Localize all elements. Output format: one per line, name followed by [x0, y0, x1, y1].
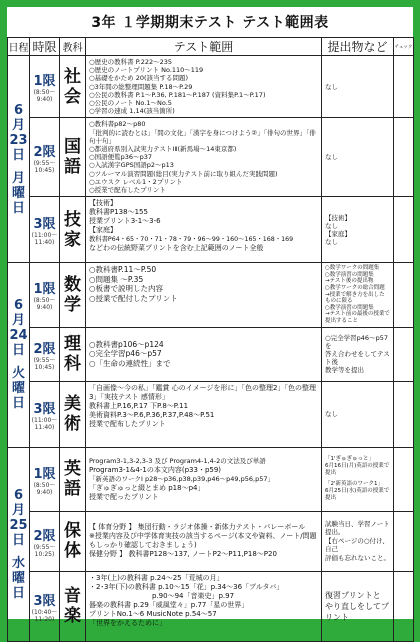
- table-row: [8, 118, 414, 197]
- check-cell[interactable]: [394, 381, 414, 447]
- range-cell: ○歴史の教科書 P.222～235 ○歴史のノートプリント No.110～119 ○基礎をかため 20(該当する問題) ○3年間の総整理問題集 P.18～P.29 ○公民の教科書 P.1～P.36, P.181～P.187 (資料集P.1～P.17) ○公民のノート No.1～No.5 ○学習の速成 1,14(該当箇所): [86, 56, 322, 118]
- range-cell: 【 体育分野 】 集団行動・ラジオ体操・新体力テスト・バレーボール ※授業内容及び中学体育実技の該当するページ(本文や資料、ノート/問題もしっかり確認しておきましょう) 保健分野 】 教科書P128～137, ノートP2～P11,P18～P20: [86, 511, 322, 571]
- range-cell: ○教科書p106～p124 ○完全学習p46～p57 ○「生命の連続性」まで: [86, 327, 322, 381]
- table-row: [8, 381, 414, 447]
- submit-cell: なし: [322, 56, 394, 118]
- submit-cell: 【技術】 なし 【家庭】 なし: [322, 197, 394, 263]
- date-day2: 6 月 24 日 火 曜 日: [8, 263, 30, 447]
- schedule-table: [7, 37, 414, 642]
- table-row: [8, 447, 414, 511]
- header-date: 日程: [8, 38, 30, 56]
- table-row: [8, 571, 414, 641]
- page-title: 3年 １学期期末テスト テスト範囲表: [91, 15, 329, 31]
- check-cell[interactable]: [394, 447, 414, 511]
- header-row: [8, 38, 414, 56]
- header-range: テスト範囲: [86, 38, 322, 56]
- period-cell: 2限 (9:55～ 10:45): [30, 327, 60, 381]
- check-cell[interactable]: [394, 197, 414, 263]
- period-cell: 2限 (9:55～ 10:45): [30, 118, 60, 197]
- range-cell: Program3-1,3-2,3-3 及び Program4-1,4-2の文法及び単語 Program3-1&4-1の本文内容(p33・p59) 「新英語のワークⅠ p28～p36,p38,p39,p46～p49,p56,p57」 「ぎゅぎゅっと綴とまめ p18～p4」 授業で配ったプリント: [86, 447, 322, 511]
- date-day3: 6 月 25 日 水 曜 日: [8, 447, 30, 641]
- test-range-sheet: [7, 7, 413, 627]
- subject-cell: 英 語: [60, 447, 86, 511]
- table-row: [8, 263, 414, 327]
- range-cell: ・3年(上)の教科書 p.24～25「荒城の月」 ・2･3年(下)の教科書 p.10～15「花」p.34～36「ブルタバ」 p.90～94「音楽史」p.97 器楽の教科書 p.29「威風堂々」p.77「星の世界」 プリントNo.1～6 MusicNote p.54～57 「世界をかえるために」: [86, 571, 322, 641]
- submit-cell: 復習プリントと やり直しをしてプリント: [322, 571, 394, 641]
- table-row: [8, 327, 414, 381]
- subject-cell: 保 体: [60, 511, 86, 571]
- table-row: [8, 511, 414, 571]
- range-cell: 「自画像～今の私」「鑑賞 心のイメージを形に」「色の整理2」「色の整理3」「実技テスト 感情形」 教科書上P.16,P.17 下P.8～P.11 美術資料P.3～P.6,P.36,P.37,P.48～P.51 授業で配布したプリント: [86, 381, 322, 447]
- header-submit: 提出物など: [322, 38, 394, 56]
- submit-cell: なし: [322, 118, 394, 197]
- check-cell[interactable]: [394, 56, 414, 118]
- subject-cell: 社 会: [60, 56, 86, 118]
- subject-cell: 理 科: [60, 327, 86, 381]
- submit-cell: ○完全学習p46～p57を 答え合わせをしてテスト後 教学等を提出: [322, 327, 394, 381]
- header-check: チェック: [394, 38, 414, 56]
- check-cell[interactable]: [394, 511, 414, 571]
- check-cell[interactable]: [394, 118, 414, 197]
- submit-cell: 試験当日、学習ノート提出。 【右ページの○付け、自己 評価も忘れないこと。: [322, 511, 394, 571]
- check-cell[interactable]: [394, 263, 414, 327]
- period-cell: 3限 (11:00～ 11:40): [30, 197, 60, 263]
- submit-cell: 「1'ぎゅぎゅっと」 6月16日(月)英語の授業で提出 「2'新英語のワーク1」 6月25日(水)英語の授業で提出: [322, 447, 394, 511]
- subject-cell: 国 語: [60, 118, 86, 197]
- period-cell: 1限 (8:50～ 9:40): [30, 447, 60, 511]
- range-cell: ○教科書p82～p80 「批判的に読むとは」「間の文化」「漢字を身につけよう②」「俳句の世界」「俳句十句」 ○都道府県別入試実力テストⅠⅡ(新馬場～14東京都) ○国語便覧p36～p37 ○入試漢字GPS国語p2～p13 ○ツルーマル演習問題(総目(実力テスト前に取り組んだ実践問題) ○ユウスク レベル1・2プリント ○授業で配布したプリント: [86, 118, 322, 197]
- table-row: [8, 197, 414, 263]
- period-cell: 1限 (8:50～ 9:40): [30, 263, 60, 327]
- period-cell: 2限 (9:55～ 10:25): [30, 511, 60, 571]
- header-subject: 教科: [60, 38, 86, 56]
- table-row: [8, 56, 414, 118]
- check-cell[interactable]: [394, 571, 414, 641]
- subject-cell: 数 学: [60, 263, 86, 327]
- check-cell[interactable]: [394, 327, 414, 381]
- subject-cell: 技 家: [60, 197, 86, 263]
- header-period: 時限: [30, 38, 60, 56]
- date-day1: 6 月 23 日 月 曜 日: [8, 56, 30, 263]
- range-cell: ○教科書P.11～P.50 ○問題集 ～P.35 ○板書で説明した内容 ○授業で配付したプリント: [86, 263, 322, 327]
- submit-cell: なし: [322, 381, 394, 447]
- range-cell: 【技術】 教科書P138～155 授業プリント3-1～3-6 【家庭】 教科書P64・65・70・71・78・79・96～99・160～165・168・169 などわの伝統野菜プリントを含む上記範囲のノート全般: [86, 197, 322, 263]
- period-cell: 1限 (8:50～ 9:40): [30, 56, 60, 118]
- subject-cell: 美 術: [60, 381, 86, 447]
- period-cell: 3限 (10:40～ 11:20): [30, 571, 60, 641]
- period-cell: 3限 (11:00～ 11:40): [30, 381, 60, 447]
- submit-cell: ○数学ワークの問題集 ○数学演習の問題集 →テスト後の提出物 ○教学ワークの総合問題 →授業で解き方を出したものに限る ○教学演習の問題集 →テスト前の最後の授業で提出すること: [322, 263, 394, 327]
- subject-cell: 音 楽: [60, 571, 86, 641]
